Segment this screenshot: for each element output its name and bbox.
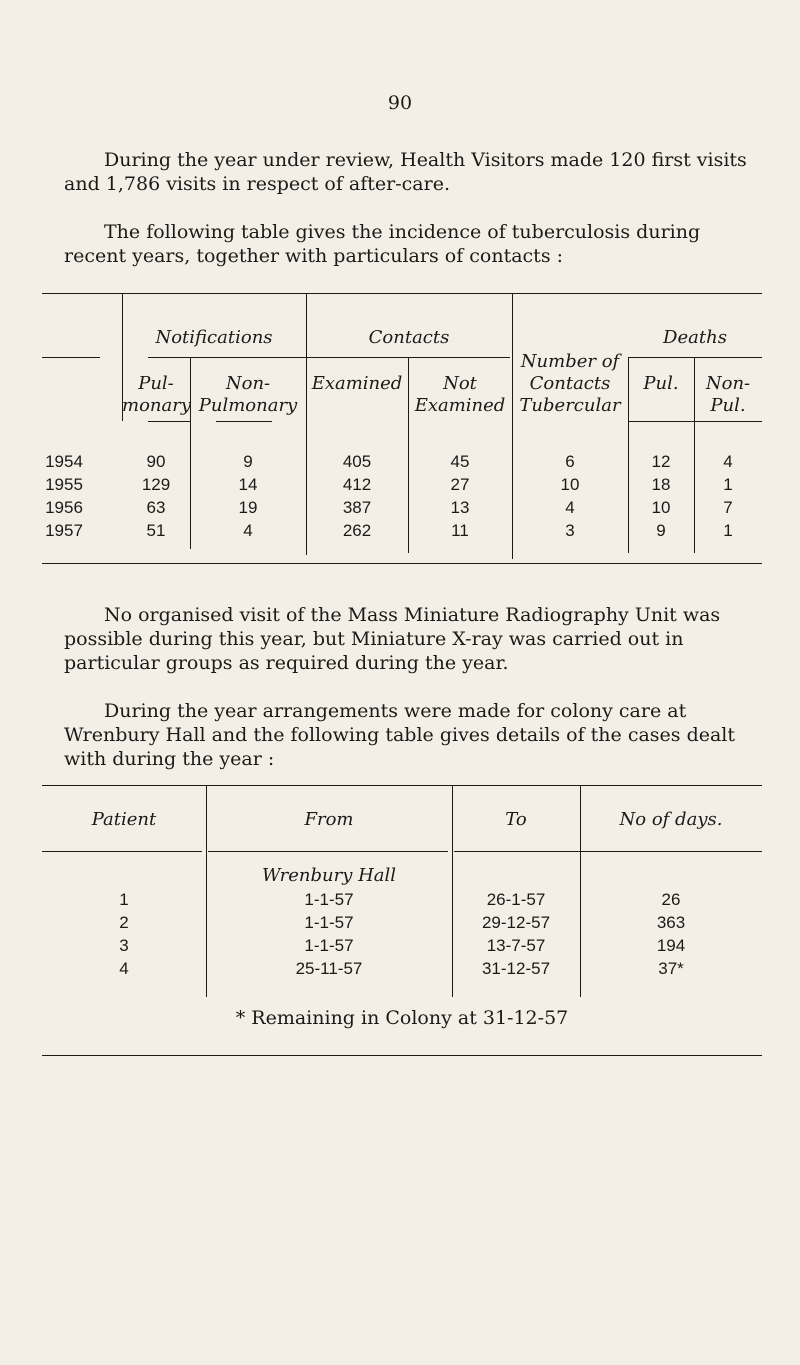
paragraph-colony-care: During the year arrangements were made for colony care at Wrenbury Hall and the following table gives details of the cases dealt with during the year : [64,700,736,770]
header-patient: Patient [91,809,157,830]
header-contacts: Contacts [368,327,450,348]
tuberculosis-incidence-table: Notifications Contacts Number of Contacts Tubercular Deaths Pul- monary Non- Pulmonary Examined Not Examined Pul. Non- Pul. 1954 90 9 405 45 6 12 4 1955 129 14 412 27 10 18 1 1956 63 19 387 13 4 10 7 1957 51 4 262 11 3 9 1 [42,293,762,563]
colony-care-table: Patient From To No of days. Wrenbury Hall 1 1-1-57 26-1-57 26 2 1-1-57 29-12-57 363 3 1-1-57 13-7-57 194 4 25-11-57 31-12-57 37* * Remaining in Colony at 31-12-57 [42,785,762,1060]
subheader-non-pulmonary: Non- Pulmonary [198,373,298,416]
header-no-of-days: No of days. [619,809,723,830]
table-footnote: * Remaining in Colony at 31-12-57 [235,1007,569,1029]
subheader-pulmonary: Pul- monary [122,373,192,416]
header-deaths: Deaths [663,327,727,348]
header-from: From [304,809,354,830]
subheader-not-examined: Not Examined [414,373,506,416]
subheader-deaths-non-pul: Non- Pul. [705,373,751,416]
paragraph-health-visitors: During the year under review, Health Visitors made 120 first visits and 1,786 visits in respect of after-care. [64,149,747,195]
header-notifications: Notifications [155,327,273,348]
paragraph-table-intro: The following table gives the incidence of tuberculosis during recent years, together with particulars of contacts : [64,221,701,267]
paragraph-radiography: No organised visit of the Mass Miniature Radiography Unit was possible during this year, but Miniature X-ray was carried out in particular groups as required during the year. [64,604,721,674]
header-number-tubercular: Number of Contacts Tubercular [519,351,621,416]
header-to: To [505,809,527,830]
subheader-examined: Examined [311,373,403,394]
from-place-label: Wrenbury Hall [261,865,397,886]
page-number: 90 [387,92,413,114]
subheader-deaths-pul: Pul. [643,373,679,394]
